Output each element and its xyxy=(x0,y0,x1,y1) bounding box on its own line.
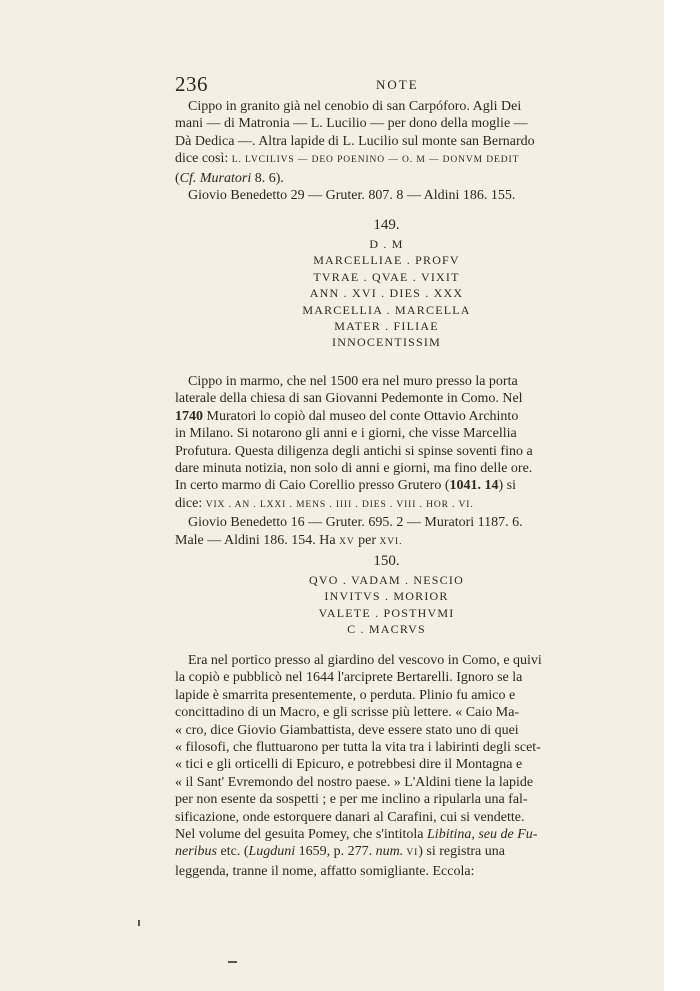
paragraph-note-150 xyxy=(175,652,598,880)
text-span: dice: xyxy=(175,495,203,511)
inscription-line: C . MACRVS xyxy=(347,622,426,637)
inscription-150 xyxy=(175,552,598,638)
inscription-line: TVRAE . QVAE . VIXIT xyxy=(313,269,460,284)
inscription-line: INNOCENTISSIM xyxy=(332,335,441,350)
page-number: 236 xyxy=(175,72,208,96)
citation-line xyxy=(175,532,598,551)
citation-line: Giovio Benedetto 29 — Gruter. 807. 8 — Aldini 186. 155. xyxy=(188,188,516,204)
text-span: etc. ( xyxy=(217,844,249,860)
text-line: concittadino di un Macro, e gli scrisse più lettere. « Caio Ma- xyxy=(175,705,520,721)
text-line: Cippo in granito già nel cenobio di san Carpóforo. Agli Dei xyxy=(188,99,522,114)
text-line: la copiò e pubblicò nel 1644 l'arciprete Bertarelli. Ignoro se la xyxy=(175,670,523,686)
text-line: Cippo in marmo, che nel 1500 era nel muro presso la porta xyxy=(188,374,518,389)
print-speck xyxy=(138,920,140,926)
text-line: « il Sant' Evremondo del nostro paese. » L'Aldini tiene la lapide xyxy=(175,774,534,790)
text-line: « tici e gli orticelli di Epicuro, e potrebbesi dire il Montagna e xyxy=(175,757,523,773)
italic-title: Libitina, seu de Fu- xyxy=(427,827,538,843)
paragraph-note-148 xyxy=(175,98,598,204)
print-speck xyxy=(228,961,237,963)
small-caps-numeral: XVI. xyxy=(379,536,403,547)
text-line: mani — di Matronia — L. Lucilio — per dono della moglie — xyxy=(175,116,528,132)
text-line: « cro, dice Giovio Giambattista, deve essere stato uno di quei xyxy=(175,722,519,738)
text-line xyxy=(175,408,598,425)
text-line: laterale della chiesa di san Giovanni Pedemonte in Como. Nel xyxy=(175,391,523,407)
text-line: per non esente da sospetti ; e per me inclino a ripularla una fal- xyxy=(175,792,528,808)
inscription-line: MATER . FILIAE xyxy=(334,319,439,334)
inscription-line: MARCELLIA . MARCELLA xyxy=(302,302,471,317)
small-caps-numeral: XV xyxy=(339,536,355,547)
text-line xyxy=(175,843,598,862)
text-span: In certo marmo di Caio Corellio presso Grutero ( xyxy=(175,478,450,494)
text-line xyxy=(175,150,598,169)
small-caps-inscription: VIX . AN . LXXI . MENS . IIII . DIES . VIII . HOR . VI. xyxy=(205,499,474,510)
text-line: Era nel portico presso al giardino del vescovo in Como, e quivi xyxy=(188,653,542,668)
text-span: 8. 6). xyxy=(251,170,284,186)
running-head: NOTE xyxy=(376,77,419,92)
text-span: ) si registra una xyxy=(418,844,505,860)
text-span: 1659, p. 277. xyxy=(295,844,376,860)
inscription-number: 150. xyxy=(373,553,400,569)
italic-title: neribus xyxy=(175,844,217,860)
paragraph-note-149 xyxy=(175,373,598,551)
text-span: Male — Aldini 186. 154. Ha xyxy=(175,532,336,548)
text-span: Nel volume del gesuita Pomey, che s'intitola xyxy=(175,827,428,843)
page-header xyxy=(175,72,595,96)
text-line xyxy=(175,495,598,514)
italic-abbrev: num. xyxy=(375,844,404,860)
text-line: lapide è smarrita presentemente, o perduta. Plinio fu amico e xyxy=(175,687,516,703)
text-line: leggenda, tranne il nome, affatto somigliante. Eccola: xyxy=(175,863,475,879)
text-line: sificazione, onde estorquere danari al Carafini, cui si vendette. xyxy=(175,809,525,825)
inscription-line: QVO . VADAM . NESCIO xyxy=(309,573,464,587)
year-number: 1740 xyxy=(175,408,203,424)
text-span: dice così: xyxy=(175,151,229,167)
inscription-line: D . M xyxy=(369,237,404,251)
citation-line: Giovio Benedetto 16 — Gruter. 695. 2 — Muratori 1187. 6. xyxy=(188,515,523,531)
text-span: ) si xyxy=(498,478,516,494)
text-span: ( xyxy=(175,170,180,186)
text-line xyxy=(175,170,598,187)
inscription-149 xyxy=(175,216,598,351)
text-line: in Milano. Si notarono gli anni e i giorni, che visse Marcellia xyxy=(175,426,517,442)
text-line xyxy=(175,826,598,843)
italic-reference: Cf. Muratori xyxy=(179,170,252,186)
text-line xyxy=(175,477,598,494)
inscription-line: MARCELLIAE . PROFV xyxy=(313,253,460,268)
inscription-line: ANN . XVI . DIES . XXX xyxy=(309,286,464,301)
text-line: « filosofi, che fluttuarono per tutta la vita tra i labirinti degli scet- xyxy=(175,740,541,756)
text-line: Profutura. Questa diligenza degli antichi si spinse soventi fino a xyxy=(175,443,533,459)
text-span: Muratori lo copiò dal museo del conte Ottavio Archinto xyxy=(203,408,519,424)
inscription-number: 149. xyxy=(373,217,400,233)
small-caps-inscription: L. LVCILIVS — DEO POENINO — O. M — DONVM DEDIT xyxy=(231,155,520,166)
italic-place: Lugduni xyxy=(248,844,296,860)
reference-number: 1041. 14 xyxy=(449,478,499,494)
text-span: per xyxy=(354,532,377,548)
text-line: Dà Dedica —. Altra lapide di L. Lucilio sul monte san Bernardo xyxy=(175,133,535,149)
inscription-line: INVITVS . MORIOR xyxy=(324,589,449,604)
inscription-line: VALETE . POSTHVMI xyxy=(318,605,455,620)
text-line: dare minuta notizia, non solo di anni e giorni, ma fino delle ore. xyxy=(175,461,533,477)
small-caps-numeral: VI xyxy=(403,848,419,859)
